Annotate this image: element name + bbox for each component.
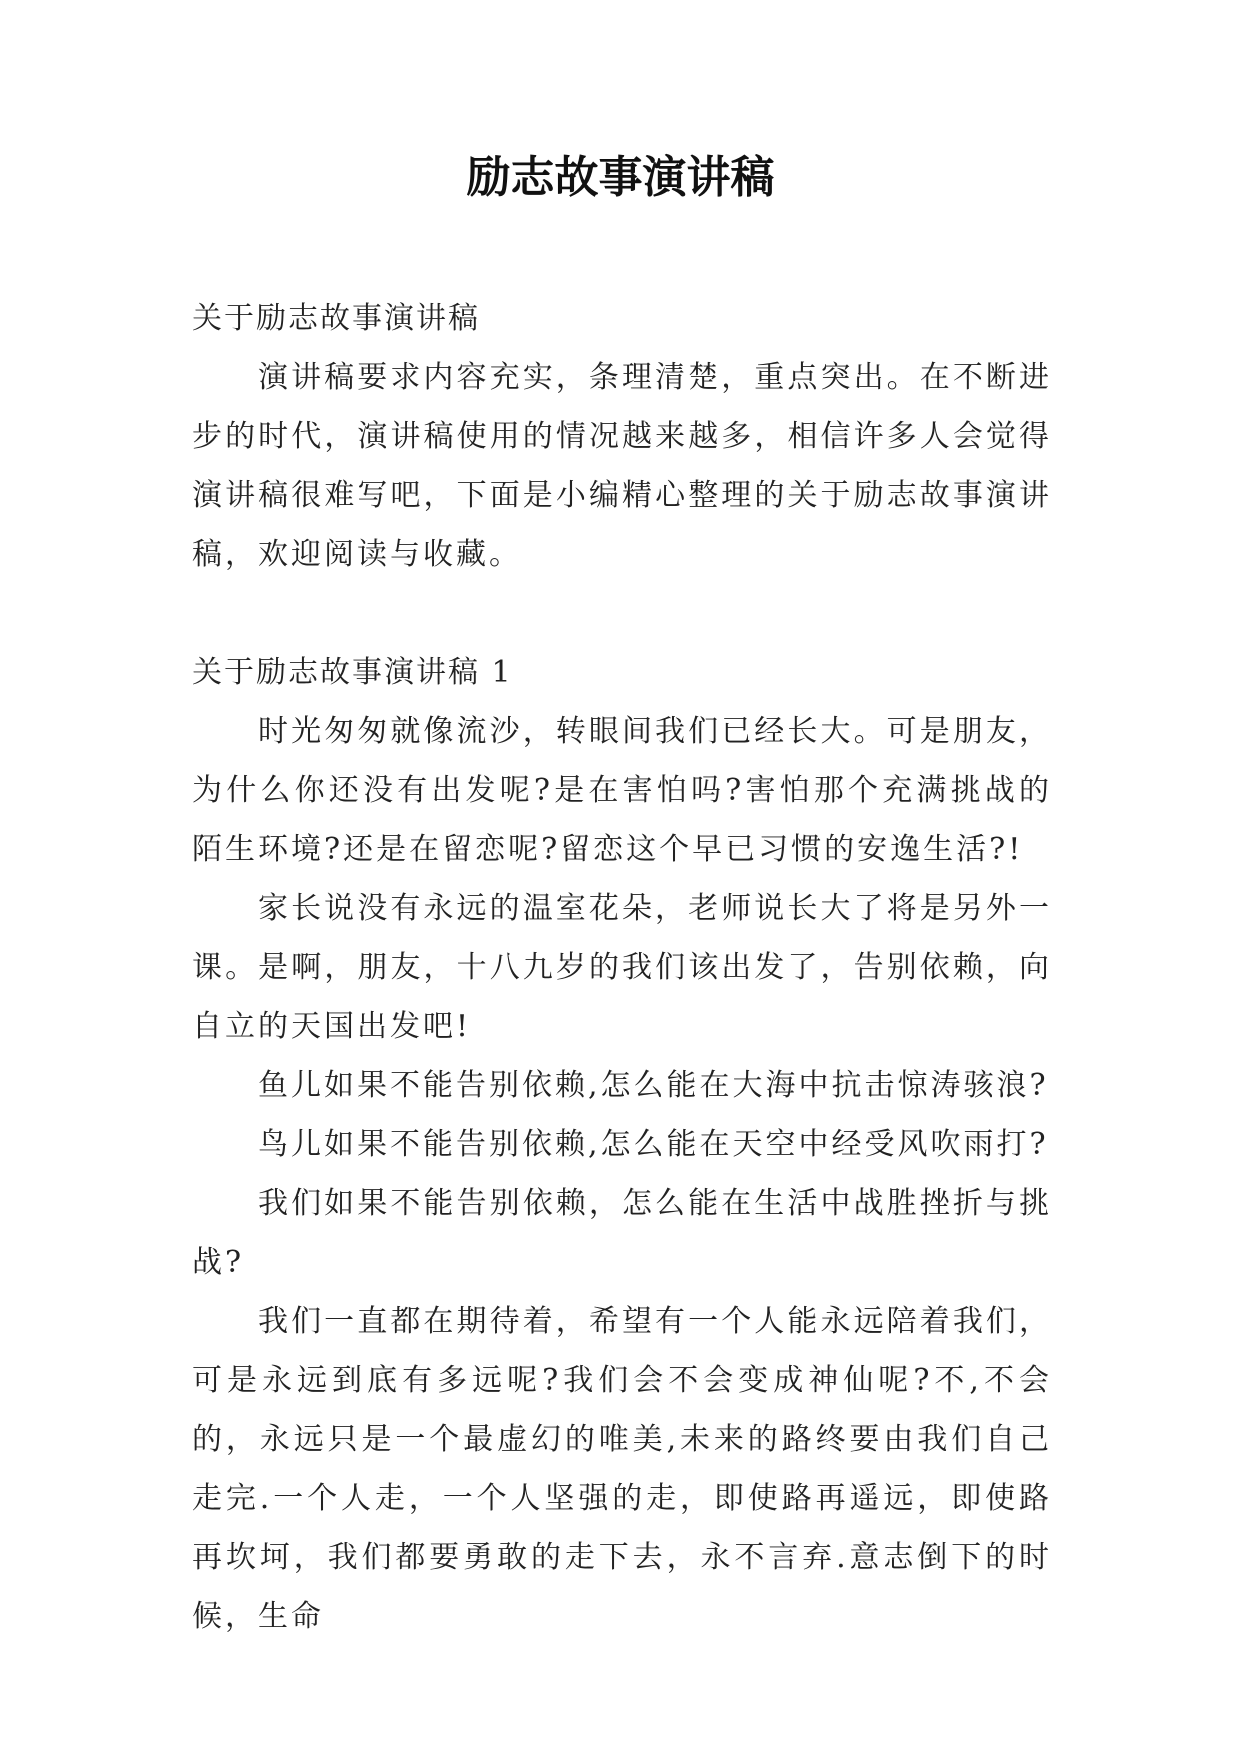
paragraph: 鸟儿如果不能告别依赖,怎么能在天空中经受风吹雨打? [258, 1127, 1049, 1162]
section-heading: 关于励志故事演讲稿 1 [192, 655, 513, 690]
intro-paragraph: 演讲稿要求内容充实，条理清楚，重点突出。在不断进步的时代，演讲稿使用的情况越来越多，相信许多人会觉得演讲稿很难写吧，下面是小编精心整理的关于励志故事演讲稿，欢迎阅读与收藏。 [192, 360, 1052, 572]
document-body [192, 289, 1052, 1646]
intro-heading: 关于励志故事演讲稿 [192, 301, 480, 336]
paragraph: 家长说没有永远的温室花朵，老师说长大了将是另外一课。是啊，朋友，十八九岁的我们该出发了，告别依赖，向自立的天国出发吧! [192, 891, 1052, 1044]
paragraph: 我们如果不能告别依赖，怎么能在生活中战胜挫折与挑战? [192, 1186, 1052, 1280]
section-spacer [192, 584, 1052, 643]
paragraph: 我们一直都在期待着，希望有一个人能永远陪着我们，可是永远到底有多远呢?我们会不会变成神仙呢?不,不会的，永远只是一个最虚幻的唯美,未来的路终要由我们自己走完.一个人走，一个人坚强的走，即使路再遥远，即使路再坎坷，我们都要勇敢的走下去，永不言弃.意志倒下的时候，生命 [192, 1304, 1052, 1634]
paragraph: 鱼儿如果不能告别依赖,怎么能在大海中抗击惊涛骇浪? [258, 1068, 1049, 1103]
paragraph: 时光匆匆就像流沙，转眼间我们已经长大。可是朋友，为什么你还没有出发呢?是在害怕吗?害怕那个充满挑战的陌生环境?还是在留恋呢?留恋这个早已习惯的安逸生活?! [192, 714, 1052, 867]
document-title: 励志故事演讲稿 [466, 152, 775, 203]
